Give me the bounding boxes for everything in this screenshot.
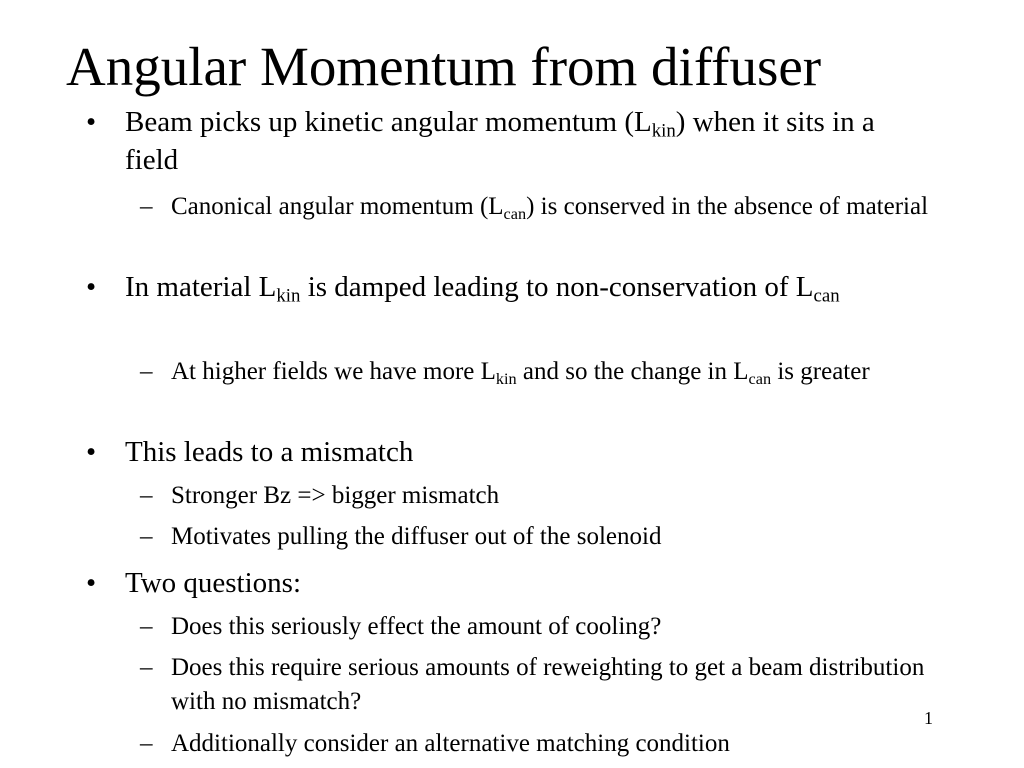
sub-bullet-text: Additionally consider an alternative matching condition — [171, 730, 730, 757]
sub-bullet-marker: – — [140, 358, 153, 385]
sub-bullet-item — [140, 520, 971, 554]
sub-bullet-item — [140, 190, 971, 224]
bullet-marker: • — [86, 271, 97, 303]
bullet-text: This leads to a mismatch — [125, 436, 414, 468]
sub-bullet-marker: – — [140, 730, 153, 757]
bullet-marker: • — [86, 106, 97, 138]
sub-bullet-text: Canonical angular momentum $(L_{can})$ is conserved in the absence of material — [171, 193, 929, 223]
sub-bullet-item — [140, 355, 971, 389]
sub-bullet-marker: – — [140, 654, 153, 681]
slide-title: Angular Momentum from diffuser — [66, 36, 822, 97]
sub-bullet-item — [140, 610, 971, 644]
sub-bullet-text: Motivates pulling the diffuser out of the solenoid — [171, 523, 662, 550]
bullet-text: In material $L_{kin}$ is damped leading to non-conservation of $L_{can}$ — [125, 271, 840, 307]
sub-bullet-item — [140, 727, 971, 761]
sub-bullet-text: At higher fields we have more $L_{kin}$ and so the change in $L_{can}$ is greater — [171, 358, 870, 388]
sub-bullet-item — [140, 479, 971, 513]
bullet-item — [86, 433, 930, 471]
sub-bullet-marker: – — [140, 193, 153, 220]
bullet-marker: • — [86, 436, 97, 468]
slide-number: 1 — [924, 708, 933, 728]
bullet-item — [86, 103, 930, 179]
sub-bullet-marker: – — [140, 523, 153, 550]
bullet-item — [86, 268, 930, 307]
sub-bullet-marker: – — [140, 613, 153, 640]
sub-bullet-item — [140, 651, 971, 719]
sub-bullet-text: Does this seriously effect the amount of cooling? — [171, 613, 662, 640]
sub-bullet-text: Stronger Bz => bigger mismatch — [171, 482, 500, 509]
sub-bullet-marker: – — [140, 482, 153, 509]
sub-bullet-text: Does this require serious amounts of reweighting to get a beam distribution with no mismatch? — [171, 654, 925, 715]
bullet-marker: • — [86, 567, 97, 599]
bullet-text: Beam picks up kinetic angular momentum $(L_{kin})$ when it sits in a field — [125, 106, 875, 176]
bullet-text: Two questions: — [125, 567, 301, 599]
bullet-item — [86, 564, 930, 602]
